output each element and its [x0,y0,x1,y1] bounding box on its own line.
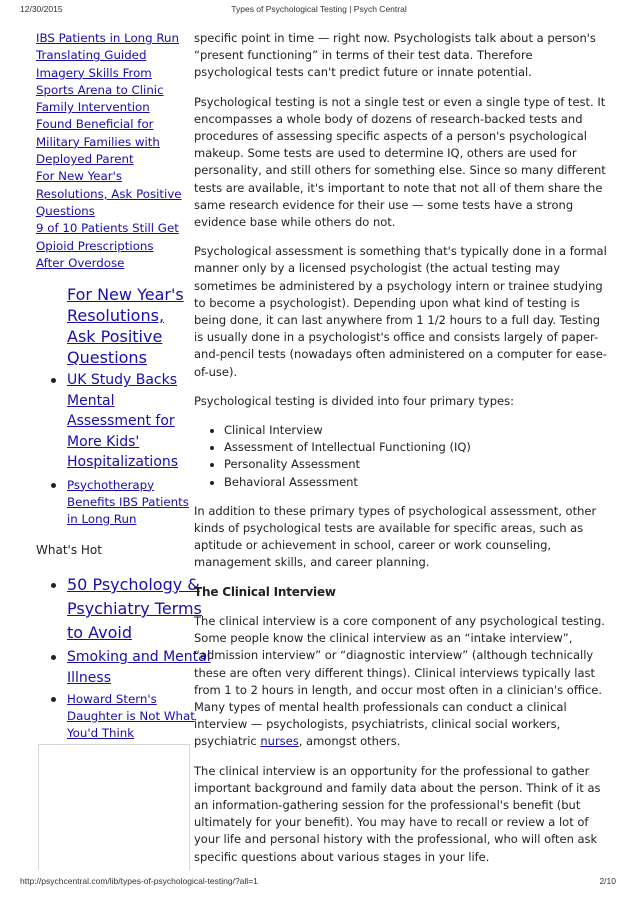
hot-link[interactable]: 50 Psychology & Psychiatry Terms to Avoid [67,575,202,642]
related-link[interactable]: After Overdose [36,255,125,270]
paragraph: In addition to these primary types of psychological assessment, other kinds of psychological tests are available for specific areas, such as aptitude or achievement in school, career or work counseling, management skills, and career planning. [194,503,597,570]
paragraph: Psychological assessment is something that's typically done in a formal manner only by a licensed psychologist (the actual testing may sometimes be administered by a psychology intern or trainee studying to become a psychologist). Depending upon what kind of testing is being done, it can last anywhere from 1 1/2 hours to a full day. Testing is usually done in a psychologist's office and consists largely of paper-and-pencil tests (nowadays often administered on a computer for ease-of-use). [194,244,607,379]
related-link[interactable]: Questions [36,203,95,218]
related-article-item [36,370,196,473]
paragraph: specific point in time — right now. Psychologists talk about a person's “present functioning” in terms of their test data. Therefore psychological tests can't predict future or innate potential. [194,31,596,80]
paragraph: The clinical interview is an opportunity for the professional to gather important background and family data about the person. Think of it as an information-gathering session for the professional's benefit (but ultimately for your benefit). You may have to recall or review a lot of your life and personal history with the professional, who will often ask specific questions about various stages in your life. [194,763,601,864]
hot-link[interactable]: Howard Stern's Daughter is Not What You'd Think [67,692,195,740]
related-link[interactable]: For New Year's [36,169,123,184]
hot-item [36,691,211,742]
related-link[interactable]: Family Intervention [36,100,150,115]
paragraph-text: The clinical interview is a core component of any psychological testing. Some people know the clinical interview as an “intake interview”, “admission interview” or “diagnostic interview” (although technically these are often very different things). Clinical interviews typically last from 1 to 2 hours in length, and occur most often in a clinician's office. Many types of mental health professionals can conduct a clinical interview — psychologists, psychiatrists, clinical social workers, psychiatric [194,613,605,749]
related-link[interactable]: Imagery Skills From [36,65,152,80]
paragraph-text: , amongst others. [298,734,401,749]
related-link[interactable]: Found Beneficial for [36,117,154,132]
related-article-link[interactable]: For New Year's Resolutions, Ask Positive Questions [67,285,184,367]
article-body [194,30,608,878]
related-article-item [36,284,196,368]
related-link[interactable]: Sports Arena to Clinic [36,82,164,97]
related-article-item [36,477,196,528]
list-item: Behavioral Assessment [214,474,608,491]
whats-hot-list [36,573,211,742]
print-url: http://psychcentral.com/lib/types-of-psychological-testing/?all=1 [20,876,258,886]
list-item: Personality Assessment [214,456,608,473]
related-link[interactable]: Military Families with [36,134,160,149]
paragraph: Psychological testing is divided into four primary types: [194,393,514,408]
hot-item [36,573,211,645]
page-number: 2/10 [599,876,616,886]
related-link[interactable]: Deployed Parent [36,152,134,167]
testing-types-list [194,422,608,491]
related-article-link[interactable]: Psychotherapy Benefits IBS Patients in Long Run [67,477,189,526]
related-links-list [36,30,186,272]
related-articles [36,284,196,528]
paragraph: Psychological testing is not a single test or even a single type of test. It encompasses a whole body of dozens of research-backed tests and procedures of assessing specific aspects of a person's psychological makeup. Some tests are used to determine IQ, others are used for personality, and still others for something else. Since so many different tests are available, it's important to note that not all of them share the same research evidence for their use — some tests have a strong evidence base while others do not. [194,94,606,230]
paragraph [194,613,608,751]
related-link[interactable]: 9 of 10 Patients Still Get [36,221,179,236]
hot-item [36,647,211,688]
related-link[interactable]: IBS Patients in Long Run [36,31,179,45]
nurses-link[interactable]: nurses [260,734,299,749]
hot-link[interactable]: Smoking and Mental Illness [67,649,211,686]
related-link[interactable]: Resolutions, Ask Positive [36,186,182,201]
print-date: 12/30/2015 [20,4,63,14]
list-item: Assessment of Intellectual Functioning (IQ) [214,439,608,456]
section-heading: The Clinical Interview [194,584,336,599]
print-page-title: Types of Psychological Testing | Psych Central [231,4,407,14]
related-article-link[interactable]: UK Study Backs Mental Assessment for More Kids' Hospitalizations [67,372,179,470]
related-link[interactable]: Translating Guided [36,48,147,63]
whats-hot-heading: What's Hot [36,543,102,557]
list-item: Clinical Interview [214,422,608,439]
related-link[interactable]: Opioid Prescriptions [36,238,154,253]
ad-placeholder [38,744,190,870]
